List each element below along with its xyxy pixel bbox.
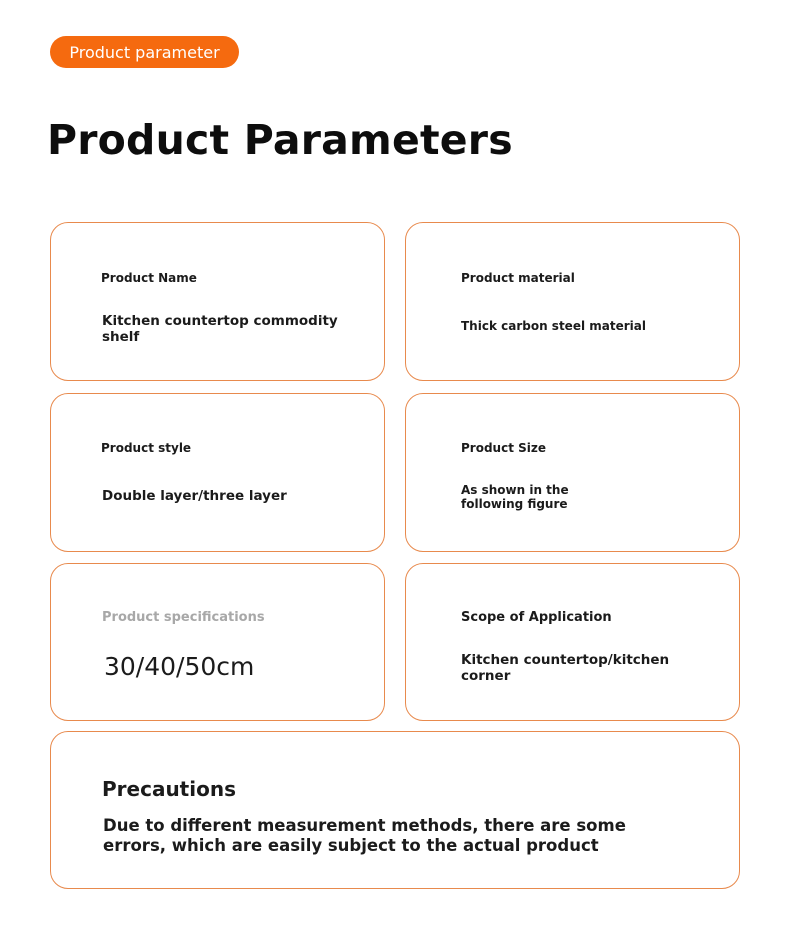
product-material-value: Thick carbon steel material <box>461 319 646 333</box>
precautions-title: Precautions <box>102 777 236 801</box>
section-tag: Product parameter <box>50 36 239 68</box>
precautions-card <box>50 731 740 889</box>
product-size-value: As shown in the following figure <box>461 483 569 511</box>
product-style-card <box>50 393 385 552</box>
product-size-card <box>405 393 740 552</box>
product-specs-card <box>50 563 385 721</box>
product-style-label: Product style <box>101 441 192 455</box>
product-material-card <box>405 222 740 381</box>
precautions-text: Due to different measurement methods, there are some errors, which are easily subject to the actual product <box>103 816 626 855</box>
product-specs-label: Product specifications <box>102 610 265 625</box>
product-style-value: Double layer/three layer <box>102 488 287 504</box>
scope-value: Kitchen countertop/kitchen corner <box>461 652 670 684</box>
scope-card <box>405 563 740 721</box>
product-size-label: Product Size <box>461 441 546 455</box>
product-material-label: Product material <box>461 271 575 285</box>
product-specs-value: 30/40/50cm <box>104 652 255 681</box>
product-name-card <box>50 222 385 381</box>
scope-label: Scope of Application <box>461 610 612 625</box>
page-title: Product Parameters <box>47 116 513 164</box>
product-name-label: Product Name <box>101 271 197 285</box>
product-name-value: Kitchen countertop commodity shelf <box>102 313 338 345</box>
